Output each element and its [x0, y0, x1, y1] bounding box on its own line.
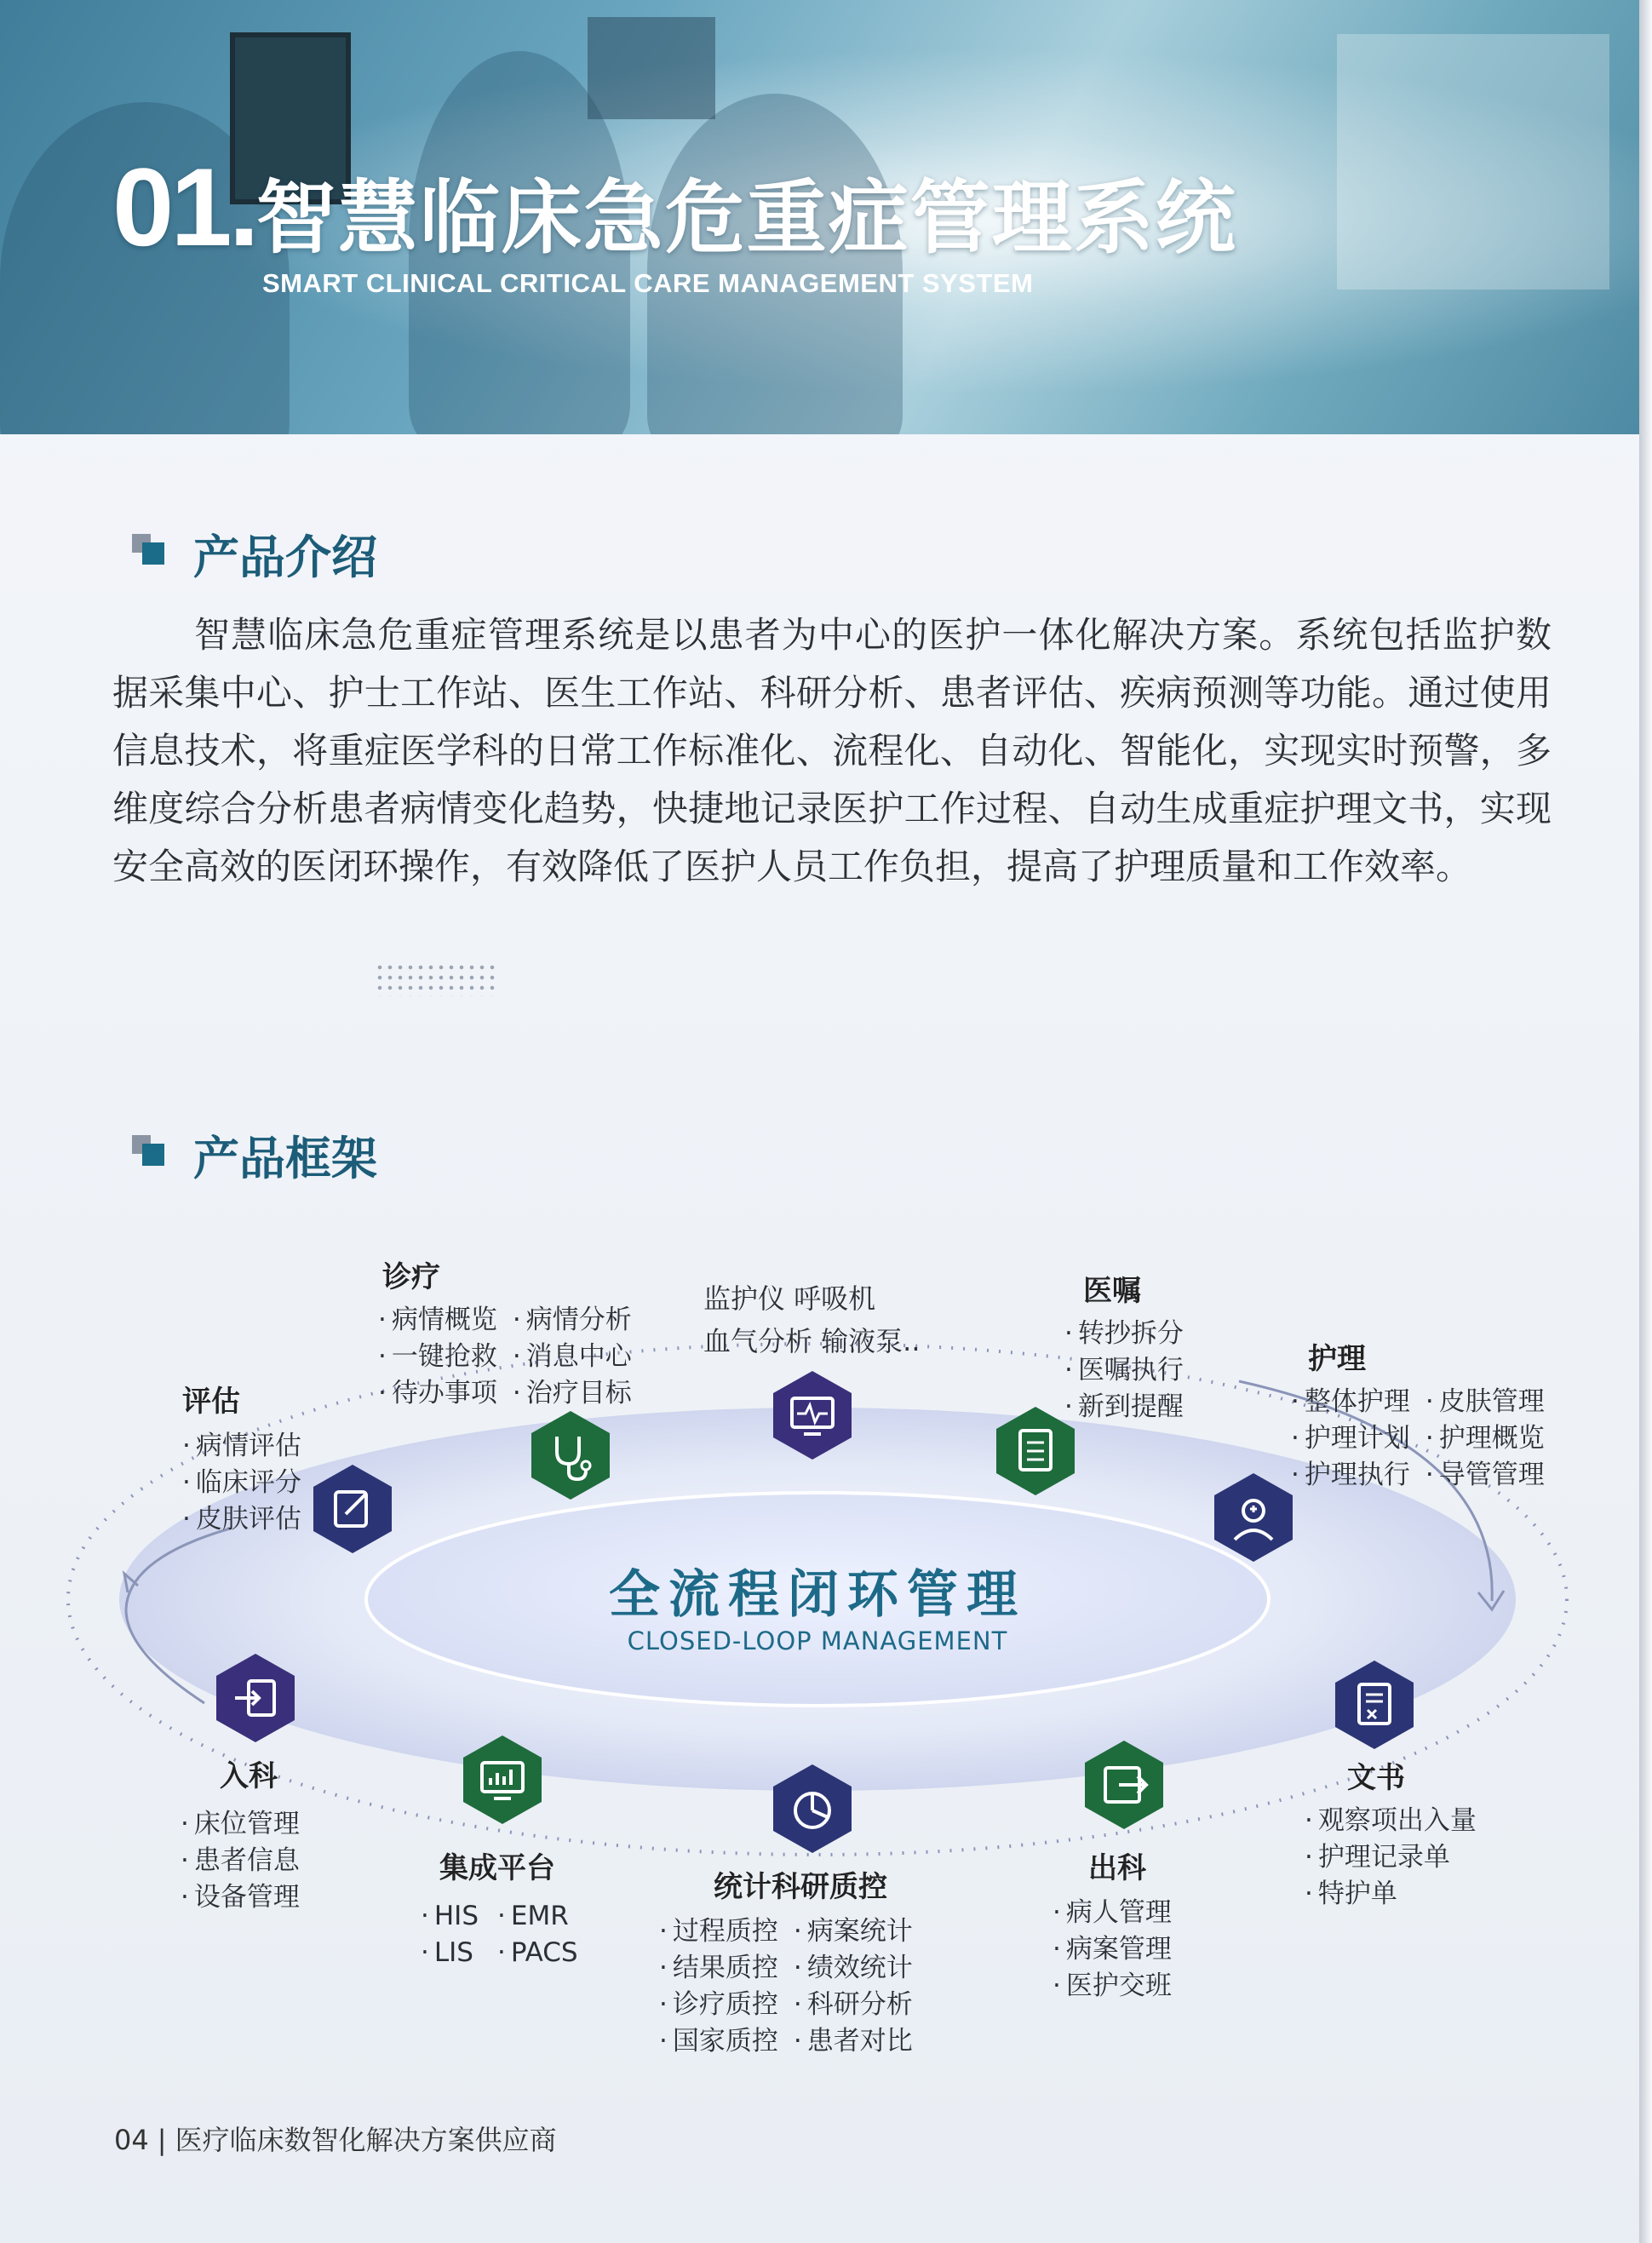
item-list — [513, 1302, 632, 1412]
center-subtitle: CLOSED-LOOP MANAGEMENT — [627, 1626, 1008, 1655]
footer-text: 医疗临床数智化解决方案供应商 — [175, 2124, 557, 2156]
list-item: · 待办事项 — [378, 1375, 497, 1412]
list-item: · 转抄拆分 — [1064, 1316, 1184, 1352]
list-item: · 病情分析 — [513, 1302, 632, 1339]
list-item: · 科研分析 — [794, 1987, 913, 2023]
list-item: · 治疗目标 — [513, 1375, 632, 1412]
item-columns — [421, 1898, 578, 1971]
page-footer — [114, 2119, 557, 2158]
item-columns — [378, 1302, 632, 1412]
heading-marker — [142, 542, 164, 565]
item-list — [378, 1302, 497, 1412]
page-title — [112, 143, 1237, 271]
item-list — [181, 1806, 300, 1916]
item-columns — [659, 1913, 913, 2060]
item-list — [1305, 1803, 1477, 1913]
group-title: 诊疗 — [382, 1260, 440, 1294]
list-item: · 患者信息 — [181, 1843, 300, 1879]
group-platform — [421, 1844, 578, 1971]
group-discharge — [1053, 1844, 1172, 2005]
list-item: · 病案统计 — [794, 1913, 913, 1950]
text-line: 监护仪 呼吸机 — [703, 1282, 876, 1315]
list-item: · LIS — [421, 1935, 479, 1971]
list-item: · 设备管理 — [181, 1879, 300, 1916]
group-nursing — [1291, 1335, 1545, 1494]
list-item: · PACS — [497, 1935, 578, 1971]
list-item: · 国家质控 — [659, 2023, 778, 2060]
group-admission — [181, 1753, 300, 1916]
page-subtitle: SMART CLINICAL CRITICAL CARE MANAGEMENT SYSTEM — [262, 268, 1034, 298]
list-item: · 皮肤评估 — [182, 1501, 301, 1538]
item-list — [1053, 1895, 1172, 2005]
list-item: · 一键抢救 — [378, 1339, 497, 1375]
center-title: 全流程闭环管理 — [609, 1565, 1026, 1625]
list-item: · 护理概览 — [1425, 1420, 1545, 1457]
list-item: · 导管管理 — [1425, 1457, 1545, 1494]
list-item: · 绩效统计 — [794, 1950, 913, 1987]
item-list — [1425, 1384, 1545, 1494]
group-title: 医嘱 — [1083, 1274, 1141, 1308]
group-statistics — [659, 1863, 913, 2060]
footer-divider: | — [157, 2124, 167, 2156]
list-item: · 病人管理 — [1053, 1895, 1172, 1931]
list-item: · 结果质控 — [659, 1950, 778, 1987]
heading-text: 产品介绍 — [193, 531, 377, 584]
group-title: 文书 — [1347, 1761, 1405, 1795]
nurse-icon — [1213, 1471, 1294, 1563]
item-list — [497, 1898, 578, 1971]
title-text: 智慧临床急危重症管理系统 — [255, 173, 1237, 262]
group-documents — [1305, 1754, 1477, 1913]
group-title: 评估 — [182, 1385, 240, 1419]
list-item: · EMR — [497, 1898, 578, 1935]
intro-paragraph: 智慧临床急危重症管理系统是以患者为中心的医护一体化解决方案。系统包括监护数据采集中心、护士工作站、医生工作站、科研分析、患者评估、疾病预测等功能。通过使用信息技术，将重症医学科的日常工作标准化、流程化、自动化、智能化，实现实时预警，多维度综合分析患者病情变化趋势，快捷地记录医护工作过程、自动生成重症护理文书，实现安全高效的医闭环操作，有效降低了医护人员工作负担，提高了护理质量和工作效率。 — [112, 614, 1552, 887]
heading-text: 产品框架 — [193, 1132, 377, 1185]
list-item: · 医护交班 — [1053, 1968, 1172, 2005]
list-item: · 患者对比 — [794, 2023, 913, 2060]
group-title: 集成平台 — [439, 1851, 555, 1885]
group-title: 入科 — [220, 1759, 278, 1793]
dashboard-icon — [462, 1734, 543, 1826]
stethoscope-icon — [530, 1409, 611, 1501]
item-list — [182, 1428, 301, 1538]
item-list — [659, 1913, 778, 2060]
exit-icon — [1083, 1739, 1165, 1831]
list-item: · 诊疗质控 — [659, 1987, 778, 2023]
list-item: · 特护单 — [1305, 1876, 1477, 1913]
heading-marker — [142, 1144, 164, 1166]
list-item: · 消息中心 — [513, 1339, 632, 1375]
item-list — [1064, 1316, 1184, 1426]
group-title: 出科 — [1088, 1851, 1146, 1885]
equipment-panel — [588, 17, 715, 119]
monitor-icon — [772, 1369, 853, 1461]
item-list — [421, 1898, 479, 1971]
list-item: · 病情概览 — [378, 1302, 497, 1339]
list-item: · 医嘱执行 — [1064, 1352, 1184, 1389]
item-list — [794, 1913, 913, 2060]
enter-icon — [215, 1652, 296, 1744]
text-line: 血气分析 输液泵.. — [703, 1325, 921, 1357]
item-columns — [1291, 1384, 1545, 1494]
group-assessment — [182, 1378, 301, 1538]
group-title: 统计科研质控 — [714, 1870, 887, 1904]
list-item: · 病情评估 — [182, 1428, 301, 1465]
list-item: · 护理记录单 — [1305, 1839, 1477, 1876]
list-item: · 皮肤管理 — [1425, 1384, 1545, 1420]
dot-pattern — [375, 962, 498, 996]
pie-chart-icon — [772, 1763, 853, 1855]
list-item: · 床位管理 — [181, 1806, 300, 1843]
form-icon — [1334, 1659, 1415, 1751]
item-list — [1291, 1384, 1410, 1494]
header-banner — [0, 0, 1639, 434]
framework-diagram — [0, 1192, 1639, 2129]
list-item: · 过程质控 — [659, 1913, 778, 1950]
list-item: · HIS — [421, 1898, 479, 1935]
page-edge — [1639, 0, 1652, 2243]
list-item: · 新到提醒 — [1064, 1389, 1184, 1426]
list-item: · 临床评分 — [182, 1465, 301, 1501]
page-number: 04 — [114, 2124, 149, 2156]
edit-icon — [312, 1463, 393, 1555]
group-monitoring — [703, 1277, 921, 1362]
list-item: · 护理执行 — [1291, 1457, 1410, 1494]
list-item: · 护理计划 — [1291, 1420, 1410, 1457]
group-title: 护理 — [1308, 1342, 1366, 1376]
section-number: 01. — [112, 145, 256, 269]
wall-panel — [1337, 34, 1609, 290]
list-item: · 整体护理 — [1291, 1384, 1410, 1420]
list-item: · 观察项出入量 — [1305, 1803, 1477, 1839]
group-orders — [1064, 1267, 1184, 1426]
group-diagnosis — [378, 1253, 632, 1412]
list-item: · 病案管理 — [1053, 1931, 1172, 1968]
